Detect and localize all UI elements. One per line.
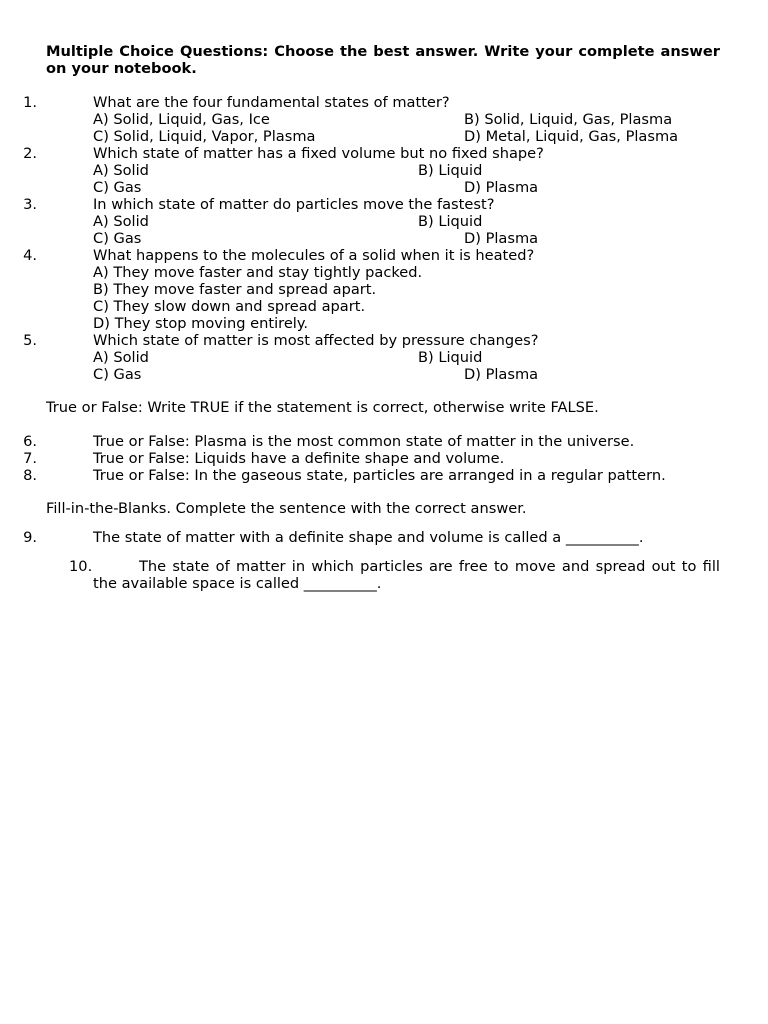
- question-number: 1.: [23, 94, 37, 111]
- question-9: [23, 529, 720, 546]
- option-b: B) Liquid: [418, 162, 483, 179]
- question-number: 4.: [23, 247, 37, 264]
- options-row: [46, 230, 720, 247]
- option-b: B) Liquid: [418, 349, 483, 366]
- option-b: B) They move faster and spread apart.: [93, 281, 377, 298]
- question-4: [23, 247, 720, 264]
- question-7: [23, 450, 720, 467]
- option-d: D) They stop moving entirely.: [93, 315, 309, 332]
- question-text: What are the four fundamental states of matter?: [93, 94, 450, 111]
- option-a: A) Solid: [93, 162, 149, 179]
- option-c: C) Gas: [93, 366, 142, 383]
- option-d: D) Metal, Liquid, Gas, Plasma: [464, 128, 679, 145]
- multiple-choice-heading: Multiple Choice Questions: Choose the best answer. Write your complete answer on your notebook.: [46, 43, 720, 77]
- question-10: [46, 558, 720, 592]
- question-6: [23, 433, 720, 450]
- question-text: True or False: In the gaseous state, particles are arranged in a regular pattern.: [93, 467, 666, 484]
- option-a: A) They move faster and stay tightly packed.: [93, 264, 423, 281]
- option-b: B) Solid, Liquid, Gas, Plasma: [464, 111, 673, 128]
- option-a: A) Solid: [93, 349, 149, 366]
- option-a: A) Solid, Liquid, Gas, Ice: [93, 111, 270, 128]
- question-number: 6.: [23, 433, 37, 450]
- option-c: C) Gas: [93, 230, 142, 247]
- question-text: In which state of matter do particles move the fastest?: [93, 196, 495, 213]
- question-5: [23, 332, 720, 349]
- option-a: A) Solid: [93, 213, 149, 230]
- worksheet: [23, 43, 720, 592]
- option-b: B) Liquid: [418, 213, 483, 230]
- option-c: C) Gas: [93, 179, 142, 196]
- options-row: [46, 162, 720, 179]
- option-d: D) Plasma: [464, 230, 539, 247]
- option-c: C) Solid, Liquid, Vapor, Plasma: [93, 128, 316, 145]
- true-false-heading: True or False: Write TRUE if the statement is correct, otherwise write FALSE.: [46, 399, 599, 416]
- question-text: Which state of matter is most affected by pressure changes?: [93, 332, 539, 349]
- option-d: D) Plasma: [464, 366, 539, 383]
- options-row: [46, 349, 720, 366]
- question-text: The state of matter in which particles are free to move and spread out to fill the available space is called __________.: [93, 558, 720, 592]
- fill-blanks-heading: Fill-in-the-Blanks. Complete the sentence with the correct answer.: [46, 500, 527, 517]
- question-text: True or False: Plasma is the most common state of matter in the universe.: [93, 433, 635, 450]
- options-row: [46, 179, 720, 196]
- options-row: [46, 213, 720, 230]
- option-d: D) Plasma: [464, 179, 539, 196]
- question-text: The state of matter with a definite shape and volume is called a __________.: [93, 529, 644, 546]
- question-number: 5.: [23, 332, 37, 349]
- question-3: [23, 196, 720, 213]
- options-row: [46, 366, 720, 383]
- question-number: 8.: [23, 467, 37, 484]
- question-8: [23, 467, 720, 484]
- question-1: [23, 94, 720, 111]
- options-row: [46, 128, 720, 145]
- question-text: What happens to the molecules of a solid when it is heated?: [93, 247, 535, 264]
- question-text: Which state of matter has a fixed volume but no fixed shape?: [93, 145, 544, 162]
- question-number: 9.: [23, 529, 37, 546]
- option-c: C) They slow down and spread apart.: [93, 298, 366, 315]
- question-number: 7.: [23, 450, 37, 467]
- options-row: [46, 111, 720, 128]
- question-number: 3.: [23, 196, 37, 213]
- question-number: 2.: [23, 145, 37, 162]
- question-2: [23, 145, 720, 162]
- question-number: 10.: [69, 558, 93, 575]
- question-text: True or False: Liquids have a definite shape and volume.: [93, 450, 505, 467]
